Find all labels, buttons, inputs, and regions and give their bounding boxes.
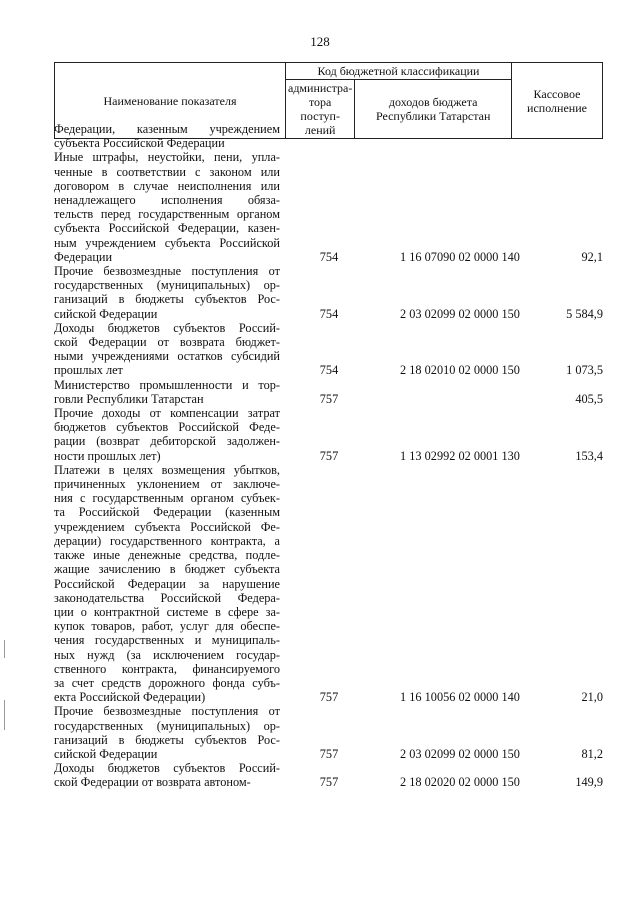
indicator-name-line: жащие зачислению в бюджет субъекта: [54, 562, 280, 577]
indicator-name-line: сийской Федерации: [54, 746, 158, 761]
cash-execution-amount: 1 073,5: [566, 363, 603, 378]
indicator-name-line: дерации) государственного контракта, а: [54, 533, 280, 548]
indicator-name-line: ской Федерации от возврата бюджет-: [54, 335, 280, 350]
indicator-name-line: екта Российской Федерации): [54, 690, 206, 705]
indicator-name-line: Федерации: [54, 249, 113, 264]
income-code: 2 03 02099 02 0000 150: [400, 306, 520, 321]
indicator-name-line: чения государственных и муниципаль-: [54, 633, 280, 648]
admin-code: 754: [319, 249, 339, 264]
table-row: [54, 321, 603, 378]
indicator-name-line: субъекта Российской Федерации, казен-: [54, 221, 280, 236]
admin-code: 757: [319, 746, 339, 761]
admin-code: 757: [319, 775, 339, 790]
indicator-name: [54, 761, 280, 789]
table-row: [54, 704, 603, 761]
indicator-name-line: та Российской Федерации (казенным: [54, 505, 280, 520]
indicator-name-line: учреждением субъекта Российской Фе-: [54, 519, 280, 534]
scan-margin-mark: [4, 640, 5, 658]
header-admin-line: лений: [304, 123, 336, 137]
indicator-name-line: купок товаров, работ, услуг для обеспе-: [54, 619, 280, 634]
indicator-name-line: Российской Федерации за нарушение: [54, 576, 280, 591]
page-number: 128: [310, 34, 330, 49]
indicator-name-line: ганизаций в бюджеты субъектов Рос-: [54, 732, 280, 747]
header-income-line: Республики Татарстан: [375, 109, 491, 123]
indicator-name-line: Доходы бюджетов субъектов Россий-: [54, 761, 280, 776]
indicator-name: [54, 264, 280, 321]
income-code: 2 18 02010 02 0000 150: [400, 363, 520, 378]
table-row: [54, 264, 603, 321]
indicator-name-line: Иные штрафы, неустойки, пени, упла-: [54, 150, 280, 165]
indicator-name-line: Прочие безвозмездные поступления от: [54, 704, 280, 719]
scan-margin-mark: [4, 700, 5, 730]
header-exec-line: исполнение: [527, 100, 587, 115]
indicator-name-line: ганизаций в бюджеты субъектов Рос-: [54, 292, 280, 307]
indicator-name-line: ственного контракта, финансируемого: [54, 661, 280, 676]
indicator-name-line: рации (возврат дебиторской задолжен-: [54, 434, 280, 449]
income-code: 2 18 02020 02 0000 150: [400, 775, 520, 790]
cash-execution-amount: 92,1: [581, 249, 603, 264]
indicator-name: [54, 321, 280, 378]
indicator-name-line: ния с государственным органом субъек-: [54, 491, 280, 506]
income-code: 1 16 10056 02 0000 140: [400, 690, 520, 705]
indicator-name-line: тельств перед государственным органом: [54, 207, 280, 222]
table-row: [54, 406, 603, 463]
indicator-name-line: договором в случае неисполнения или: [54, 178, 280, 193]
header-admin-line: тора поступ-: [300, 95, 340, 123]
table-row: [54, 463, 603, 704]
indicator-name: [54, 704, 280, 761]
header-income-line: доходов бюджета: [388, 95, 478, 109]
header-exec-line: Кассовое: [533, 86, 581, 101]
indicator-name: [54, 463, 280, 704]
indicator-name-line: государственных (муниципальных) ор-: [54, 718, 280, 733]
header-admin-line: администра-: [288, 81, 353, 95]
cash-execution-amount: 153,4: [575, 448, 603, 463]
admin-code: 757: [319, 690, 339, 705]
income-code: 1 13 02992 02 0001 130: [400, 448, 520, 463]
table-row: [54, 761, 603, 789]
indicator-name-line: Доходы бюджетов субъектов Россий-: [54, 320, 280, 335]
indicator-name-line: Министерство промышленности и тор-: [54, 377, 280, 392]
admin-code: 757: [319, 391, 339, 406]
indicator-name-line: ным учреждением субъекта Российской: [54, 235, 280, 250]
indicator-name-line: прошлых лет: [54, 363, 123, 378]
indicator-name-line: субъекта Российской Федерации: [54, 136, 225, 151]
indicator-name: [54, 378, 280, 406]
cash-execution-amount: 149,9: [575, 775, 603, 790]
income-code: 1 16 07090 02 0000 140: [400, 249, 520, 264]
indicator-name: [54, 150, 280, 264]
indicator-name-line: государственных (муниципальных) ор-: [54, 278, 280, 293]
indicator-name-line: ской Федерации от возврата автоном-: [54, 775, 251, 790]
indicator-name: [54, 406, 280, 463]
cash-execution-amount: 21,0: [581, 690, 603, 705]
admin-code: 754: [319, 306, 339, 321]
indicator-name-line: Прочие безвозмездные поступления от: [54, 264, 280, 279]
indicator-name-line: сийской Федерации: [54, 306, 158, 321]
indicator-name-line: ности прошлых лет): [54, 448, 161, 463]
indicator-name-line: причиненных уклонением от заключе-: [54, 477, 280, 492]
table-body: [54, 122, 603, 790]
cash-execution-amount: 81,2: [581, 746, 603, 761]
indicator-name-line: бюджетов субъектов Российской Феде-: [54, 420, 280, 435]
indicator-name-line: Прочие доходы от компенсации затрат: [54, 406, 280, 421]
admin-code: 757: [319, 448, 339, 463]
indicator-name-line: ными учреждениями остатков субсидий: [54, 349, 280, 364]
income-code: 2 03 02099 02 0000 150: [400, 746, 520, 761]
indicator-name-line: ции о контрактной системе в сфере за-: [54, 604, 280, 619]
indicator-name-line: законодательства Российской Федера-: [54, 590, 280, 605]
indicator-name-line: также иные денежные средства, подле-: [54, 548, 280, 563]
table-row: [54, 150, 603, 264]
admin-code: 754: [319, 363, 339, 378]
table-row: [54, 122, 603, 150]
cash-execution-amount: 405,5: [575, 391, 603, 406]
table-row: [54, 378, 603, 406]
indicator-name-line: Федерации, казенным учреждением: [54, 122, 280, 136]
indicator-name-line: Платежи в целях возмещения убытков,: [54, 462, 280, 477]
indicator-name-line: ченные в соответствии с законом или: [54, 164, 280, 179]
indicator-name: [54, 122, 280, 150]
header-budget-classification: Код бюджетной классификации: [286, 63, 512, 80]
indicator-name-line: за счет средств дорожного фонда субъ-: [54, 675, 280, 690]
indicator-name-line: ненадлежащего исполнения обяза-: [54, 193, 280, 208]
indicator-name-line: ных нужд (за исключением государ-: [54, 647, 280, 662]
indicator-name-line: говли Республики Татарстан: [54, 391, 204, 406]
header-indicator-name: Наименование показателя: [55, 63, 286, 139]
cash-execution-amount: 5 584,9: [566, 306, 603, 321]
